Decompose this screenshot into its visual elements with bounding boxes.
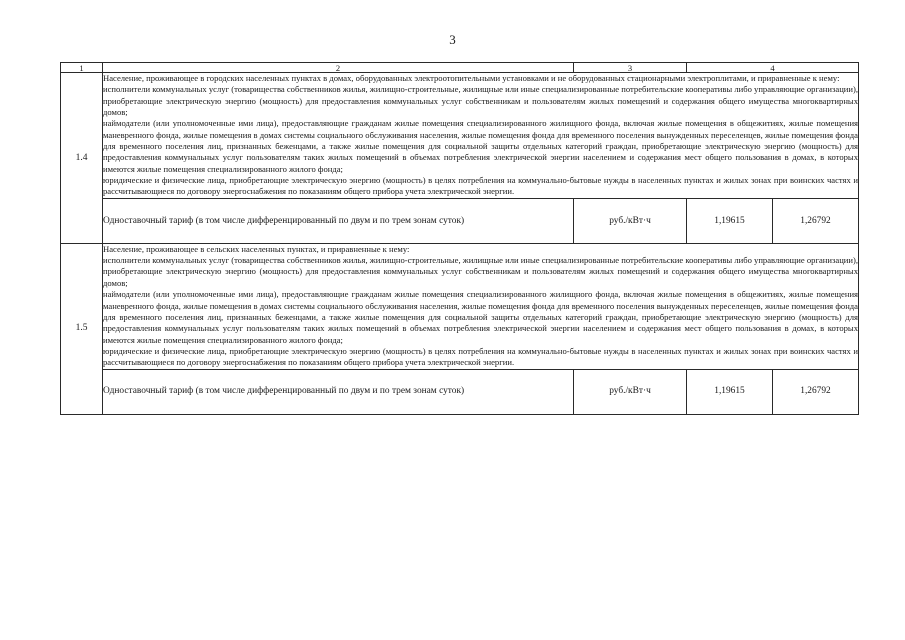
tariff-label: Одноставочный тариф (в том числе дифференцированный по двум и по трем зонам суток) — [103, 369, 574, 414]
table-row-1-4-description — [61, 73, 859, 199]
table-header-row — [61, 63, 859, 73]
table-row-1-5-tariff — [61, 369, 859, 414]
page-number: 3 — [449, 32, 456, 47]
tariff-table — [60, 62, 859, 415]
description-paragraph: исполнители коммунальных услуг (товарищества собственников жилья, жилищно-строительные, жилищные или иные специализированные потребительские кооперативы либо управляющие организации), приобретающие электрическую энергию (мощность) для предоставления коммунальных услуг собственникам и пользователям жилых помещений и содержания общего имущества многоквартирных домов; — [103, 84, 858, 118]
column-header-1: 1 — [61, 63, 103, 73]
tariff-value-1: 1,19615 — [687, 199, 773, 243]
row-description — [103, 73, 859, 199]
tariff-unit: руб./кВт·ч — [574, 198, 687, 243]
table-row-1-4-tariff — [61, 198, 859, 243]
description-paragraph: Население, проживающее в сельских населенных пунктах, и приравненные к нему: — [103, 243, 410, 254]
row-description — [103, 243, 859, 369]
tariff-value-2: 1,26792 — [800, 215, 831, 226]
description-paragraph: Население, проживающее в городских населенных пунктах в домах, оборудованных электроотопительными установками и не оборудованных стационарными электроплитами, и приравненные к нему: — [103, 73, 840, 83]
description-paragraph: наймодатели (или уполномоченные ими лица), предоставляющие гражданам жилые помещения специализированного жилищного фонда, включая жилые помещения в общежитиях, жилые помещения маневренного фонда, жилые помещения в домах системы социального обслуживания населения, жилые помещения фонда для временного поселения вынужденных переселенцев, жилые помещения фонда для временного поселения лиц, признанных беженцами, а также жилые помещения для социальной защиты отдельных категорий граждан, приобретающие электрическую энергию (мощность) для предоставления коммунальных услуг пользователям таких жилых помещений в объемах потребления электрической энергии населением и содержания мест общего пользования в домах, в которых имеются жилые помещения специализированного жилого фонда; — [103, 118, 858, 174]
tariff-label: Одноставочный тариф (в том числе дифференцированный по двум и по трем зонам суток) — [103, 198, 574, 243]
description-paragraph: юридические и физические лица, приобретающие электрическую энергию (мощность) в целях потребления на коммунально-бытовые нужды в населенных пунктах и жилых зонах при воинских частях и рассчитывающиеся по договору энергоснабжения по показаниям общего прибора учета электрической энергии. — [103, 345, 858, 368]
tariff-unit: руб./кВт·ч — [574, 369, 687, 414]
row-number: 1.4 — [61, 73, 103, 244]
column-header-3: 3 — [574, 63, 687, 73]
description-paragraph: наймодатели (или уполномоченные ими лица), предоставляющие гражданам жилые помещения специализированного жилищного фонда, включая жилые помещения в общежитиях, жилые помещения маневренного фонда, жилые помещения в домах системы социального обслуживания населения, жилые помещения фонда для временного поселения вынужденных переселенцев, жилые помещения фонда для временного поселения лиц, признанных беженцами, а также жилые помещения для социальной защиты отдельных категорий граждан, приобретающие электрическую энергию (мощность) для предоставления коммунальных услуг пользователям таких жилых помещений в объемах потребления электрической энергии населением и содержания мест общего пользования в домах, в которых имеются жилые помещения специализированного жилого фонда; — [103, 289, 858, 345]
tariff-values — [687, 369, 859, 414]
tariff-values — [687, 198, 859, 243]
row-number: 1.5 — [61, 243, 103, 414]
table-row-1-5-description — [61, 243, 859, 369]
column-header-4: 4 — [687, 63, 859, 73]
description-paragraph: исполнители коммунальных услуг (товарищества собственников жилья, жилищно-строительные, жилищные или иные специализированные потребительские кооперативы либо управляющие организации), приобретающие электрическую энергию (мощность) для предоставления коммунальных услуг собственникам и пользователям жилых помещений и содержания общего имущества многоквартирных домов; — [103, 255, 858, 288]
tariff-value-1: 1,19615 — [687, 370, 773, 414]
tariff-value-2: 1,26792 — [800, 386, 831, 397]
column-header-2: 2 — [103, 63, 574, 73]
description-paragraph: юридические и физические лица, приобретающие электрическую энергию (мощность) в целях потребления на коммунально-бытовые нужды в населенных пунктах и жилых зонах при воинских частях и рассчитывающиеся по договору энергоснабжения по показаниям общего прибора учета электрической энергии. — [103, 175, 858, 197]
